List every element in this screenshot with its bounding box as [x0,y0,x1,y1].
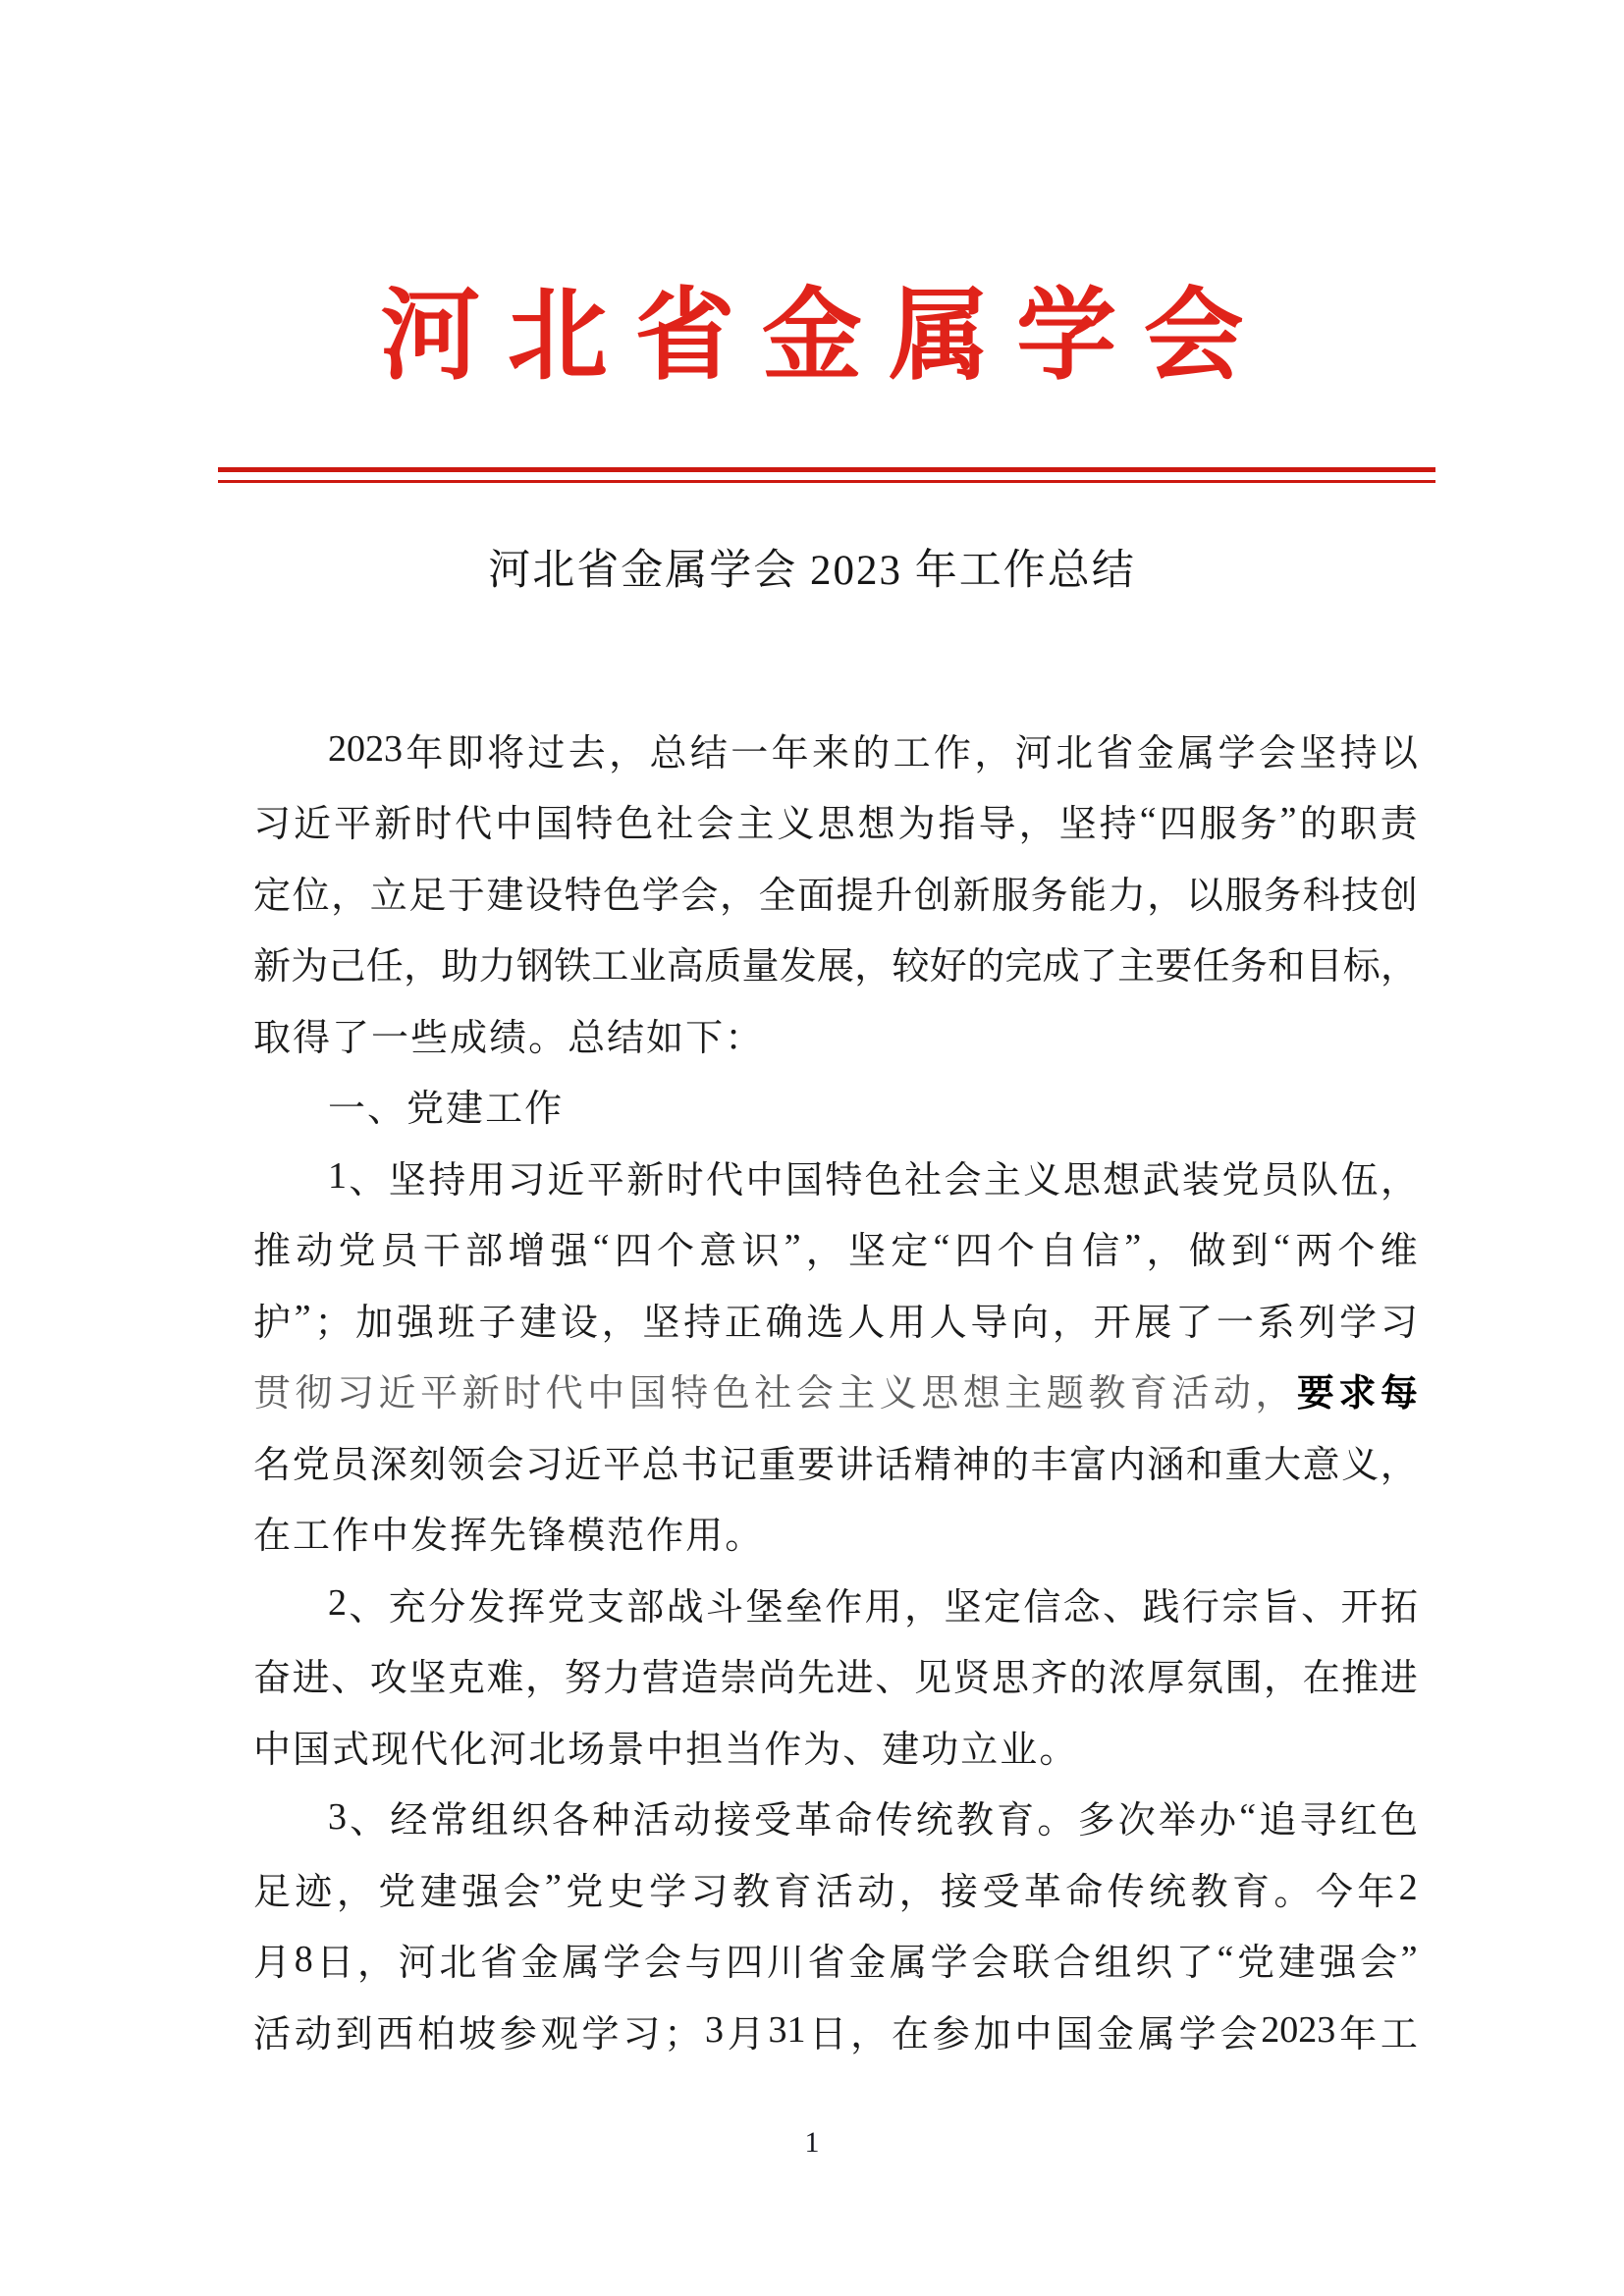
body-line: 足 迹 ， 党 建 强 会 ” 党 史 学 习 教 育 活 动 ， 接 受 革 命 传 统 教 育 。 今 年 2 [253,1867,1418,1913]
body-line: 1 、 坚 持 用 习 近 平 新 时 代 中 国 特 色 社 会 主 义 思 想 武 装 党 员 队 伍 ， [328,1155,1418,1201]
body-line: 3 、 经 常 组 织 各 种 活 动 接 受 革 命 传 统 教 育 。 多 次 举 办 “ 追 寻 红 色 [328,1795,1418,1842]
body-line: 中 国 式 现 代 化 河 北 场 景 中 担 当 作 为 、 建 功 立 业 。 [253,1729,1079,1771]
document-title: 河北省金属学会 2023 年工作总结 [488,548,1136,594]
body-line: 一 、 党 建 工 作 [328,1089,565,1131]
rule-bottom [218,480,1435,483]
body-line: 月 8 日 ， 河 北 省 金 属 学 会 与 四 川 省 金 属 学 会 联 合 组 织 了 “ 党 建 强 会 ” [253,1938,1418,1985]
body-line: 护 ” ； 加 强 班 子 建 设 ， 坚 持 正 确 选 人 用 人 导 向 ， 开 展 了 一 系 列 学 习 [253,1298,1418,1344]
body-line: 新 为 己 任 ， 助 力 钢 铁 工 业 高 质 量 发 展 ， 较 好 的 完 成 了 主 要 任 务 和 目 标 ， [253,946,1418,988]
body-line: 名 党 员 深 刻 领 会 习 近 平 总 书 记 重 要 讲 话 精 神 的 丰 富 内 涵 和 重 大 意 义 ， [253,1444,1418,1486]
body-line: 推 动 党 员 干 部 增 强 “ 四 个 意 识 ” ， 坚 定 “ 四 个 自 信 ” ， 做 到 “ 两 个 维 [253,1226,1418,1273]
body-text [253,714,1418,2066]
body-line: 取 得 了 一 些 成 绩 。 总 结 如 下 ： [253,1017,765,1059]
body-line: 奋 进 、 攻 坚 克 难 ， 努 力 营 造 崇 尚 先 进 、 见 贤 思 齐 的 浓 厚 氛 围 ， 在 推 进 [253,1658,1418,1700]
red-double-rule [218,467,1435,483]
letterhead-title: 河北省金属学会 [380,282,1272,393]
body-line: 2023 年 即 将 过 去 ， 总 结 一 年 来 的 工 作 ， 河 北 省 金 属 学 会 坚 持 以 [328,728,1418,774]
body-line: 贯 彻 习 近 平 新 时 代 中 国 特 色 社 会 主 义 思 想 主 题 教 育 活 动 ， 要 求 每 [253,1373,1418,1415]
rule-gap [218,472,1435,480]
body-line: 在 工 作 中 发 挥 先 锋 模 范 作 用 。 [253,1516,765,1558]
body-line: 2 、 充 分 发 挥 党 支 部 战 斗 堡 垒 作 用 ， 坚 定 信 念 、 践 行 宗 旨 、 开 拓 [328,1582,1418,1629]
page-number: 1 [804,2126,820,2159]
body-line: 活 动 到 西 柏 坡 参 观 学 习 ； 3 月 31 日 ， 在 参 加 中 国 金 属 学 会 2023 年 工 [253,2009,1418,2056]
body-line: 定 位 ， 立 足 于 建 设 特 色 学 会 ， 全 面 提 升 创 新 服 务 能 力 ， 以 服 务 科 技 创 [253,875,1418,917]
body-line: 习 近 平 新 时 代 中 国 特 色 社 会 主 义 思 想 为 指 导 ， 坚 持 “ 四 服 务 ” 的 职 责 [253,799,1418,846]
